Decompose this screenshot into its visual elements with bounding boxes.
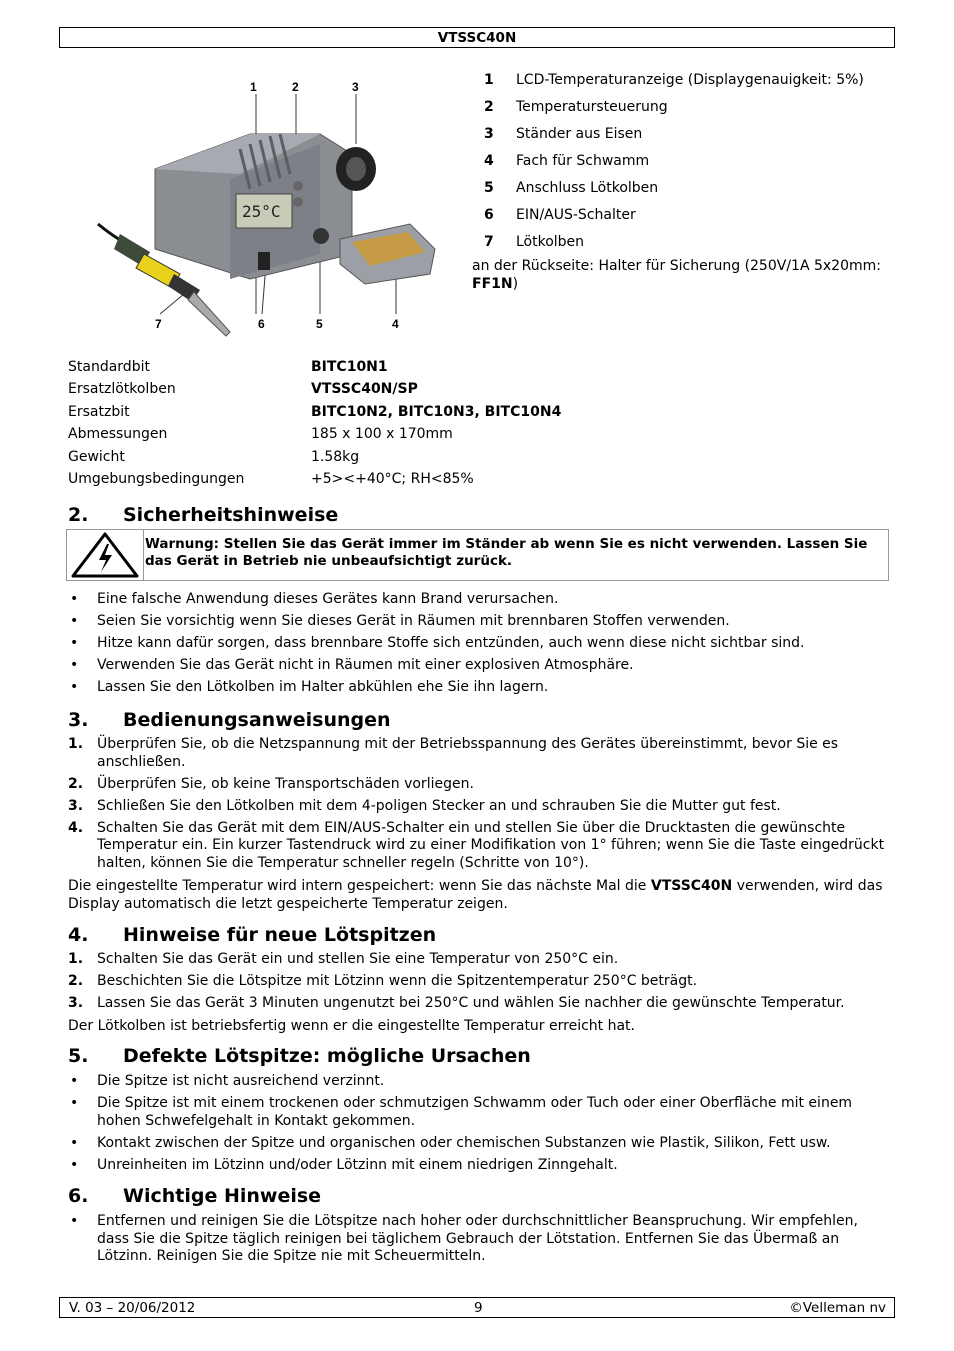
spec-row: Abmessungen 185 x 100 x 170mm (68, 426, 453, 443)
list-item: • Die Spitze ist mit einem trockenen oder schmutzigen Schwamm oder Tuch oder einer Oberfläche mit einem hohen Schwefelgehalt in Kontakt gekommen. (70, 1095, 853, 1129)
list-item: • Lassen Sie den Lötkolben im Halter abkühlen ehe Sie ihn lagern. (70, 679, 549, 695)
page-footer (59, 1297, 895, 1318)
spec-row: Umgebungsbedingungen +5><+40°C; RH<85% (68, 470, 474, 487)
section-heading-defects: 5. Defekte Lötspitze: mögliche Ursachen (68, 1045, 531, 1067)
list-item: • Entfernen und reinigen Sie die Lötspitze nach hoher oder durchschnittlicher Beanspruchung. Wir empfehlen, dass Sie die Spitze täglich reinigen bei täglichem Gebrauch der Lötstation. Entfernen Sie das Übermaß an Lötzinn. Reinigen Sie die Spitze nie mit Scheuermitteln. (70, 1213, 858, 1264)
section-heading-safety: 2. Sicherheitshinweise (68, 504, 339, 526)
section-heading-operation: 3. Bedienungsanweisungen (68, 709, 391, 731)
new-tips-note: Der Lötkolben ist betriebsfertig wenn er die eingestellte Temperatur erreicht hat. (68, 1018, 635, 1034)
list-item: • Verwenden Sie das Gerät nicht in Räumen mit einer explosiven Atmosphäre. (70, 657, 634, 673)
part-item: 5 Anschluss Lötkolben (484, 180, 659, 196)
list-item: • Kontakt zwischen der Spitze und organischen oder chemischen Substanzen wie Plastik, Silikon, Fett usw. (70, 1134, 831, 1151)
new-tips-list (68, 951, 892, 1017)
page-header (59, 27, 895, 48)
warning-icon-cell (67, 530, 144, 580)
warning-text: Warnung: Stellen Sie das Gerät immer im Ständer ab wenn Sie es nicht verwenden. Lassen Sie das Gerät in Betrieb nie unbeaufsichtigt zurück. (145, 536, 868, 569)
list-item: 3. Schließen Sie den Lötkolben mit dem 4-poligen Stecker an und schrauben Sie die Mutter gut fest. (68, 797, 781, 814)
warning-box (66, 529, 889, 581)
list-item: • Seien Sie vorsichtig wenn Sie dieses Gerät in Räumen mit brennbaren Stoffen verwenden. (70, 613, 730, 629)
list-item: 3. Lassen Sie das Gerät 3 Minuten ungenutzt bei 250°C und wählen Sie nachher die gewünschte Temperatur. (68, 995, 845, 1011)
callout-2: 2 (292, 80, 299, 94)
spec-table (68, 356, 561, 490)
list-item: 2. Beschichten Sie die Lötspitze mit Lötzinn wenn die Spitzentemperatur 250°C beträgt. (68, 973, 698, 989)
callout-7: 7 (155, 317, 162, 331)
callout-4: 4 (392, 317, 399, 331)
list-item: • Unreinheiten im Lötzinn und/oder Lötzinn mit einem niedrigen Zinngehalt. (70, 1156, 618, 1173)
list-item: • Hitze kann dafür sorgen, dass brennbare Stoffe sich entzünden, auch wenn diese nicht sichtbar sind. (70, 635, 805, 651)
list-item: 1. Überprüfen Sie, ob die Netzspannung mit der Betriebsspannung des Gerätes übereinstimmt, bevor Sie es anschließen. (68, 736, 839, 770)
spec-row: Ersatzlötkolben VTSSC40N/SP (68, 381, 418, 398)
part-item: 2 Temperatursteuerung (484, 99, 668, 115)
footer-copyright: ©Velleman nv (789, 1300, 886, 1316)
operation-list (68, 736, 892, 877)
list-item: • Die Spitze ist nicht ausreichend verzinnt. (70, 1073, 385, 1089)
part-item: 1 LCD-Temperaturanzeige (Displaygenauigkeit: 5%) (484, 72, 864, 88)
callout-1: 1 (250, 80, 257, 94)
part-item: 6 EIN/AUS-Schalter (484, 207, 636, 223)
callout-3: 3 (352, 80, 359, 94)
callout-6: 6 (258, 317, 265, 331)
list-item: 2. Überprüfen Sie, ob keine Transportschäden vorliegen. (68, 775, 474, 792)
footer-page-number: 9 (474, 1300, 483, 1316)
part-item: 7 Lötkolben (484, 234, 585, 250)
defects-list (68, 1073, 892, 1179)
safety-list (68, 591, 892, 701)
parts-list (472, 70, 892, 293)
list-item: • Eine falsche Anwendung dieses Gerätes kann Brand verursachen. (70, 591, 559, 607)
fuse-note: an der Rückseite: Halter für Sicherung (250V/1A 5x20mm: FF1N) (472, 258, 881, 292)
section-heading-important: 6. Wichtige Hinweise (68, 1185, 322, 1207)
high-voltage-warning-icon (67, 530, 143, 580)
spec-row: Gewicht 1.58kg (68, 448, 360, 465)
list-item: 4. Schalten Sie das Gerät mit dem EIN/AUS-Schalter ein und stellen Sie über die Drucktasten die gewünschte Temperatur ein. Ein kurzer Tastendruck wird zu einer Modifikation von 1° führen; wenn Sie die Taste eingedrückt halten, können Sie die Temperatur schneller regeln (Schritte von 10°). (68, 819, 885, 871)
important-list (68, 1213, 892, 1270)
section-heading-new-tips: 4. Hinweise für neue Lötspitzen (68, 924, 437, 946)
part-item: 4 Fach für Schwamm (484, 153, 650, 169)
lcd-display-text: 25°C (242, 202, 281, 221)
footer-version: V. 03 – 20/06/2012 (69, 1300, 196, 1316)
operation-note: Die eingestellte Temperatur wird intern gespeichert: wenn Sie das nächste Mal die VTSSC40N verwenden, wird das Display automatisch die letzt gespeicherte Temperatur zeigen. (68, 878, 883, 912)
header-title: VTSSC40N (437, 30, 517, 46)
part-item: 3 Ständer aus Eisen (484, 126, 643, 142)
spec-row: Ersatzbit BITC10N2, BITC10N3, BITC10N4 (68, 403, 562, 420)
spec-row: Standardbit BITC10N1 (68, 359, 388, 375)
list-item: 1. Schalten Sie das Gerät ein und stellen Sie eine Temperatur von 250°C ein. (68, 951, 619, 967)
soldering-station-image (90, 74, 450, 340)
callout-5: 5 (316, 317, 323, 331)
